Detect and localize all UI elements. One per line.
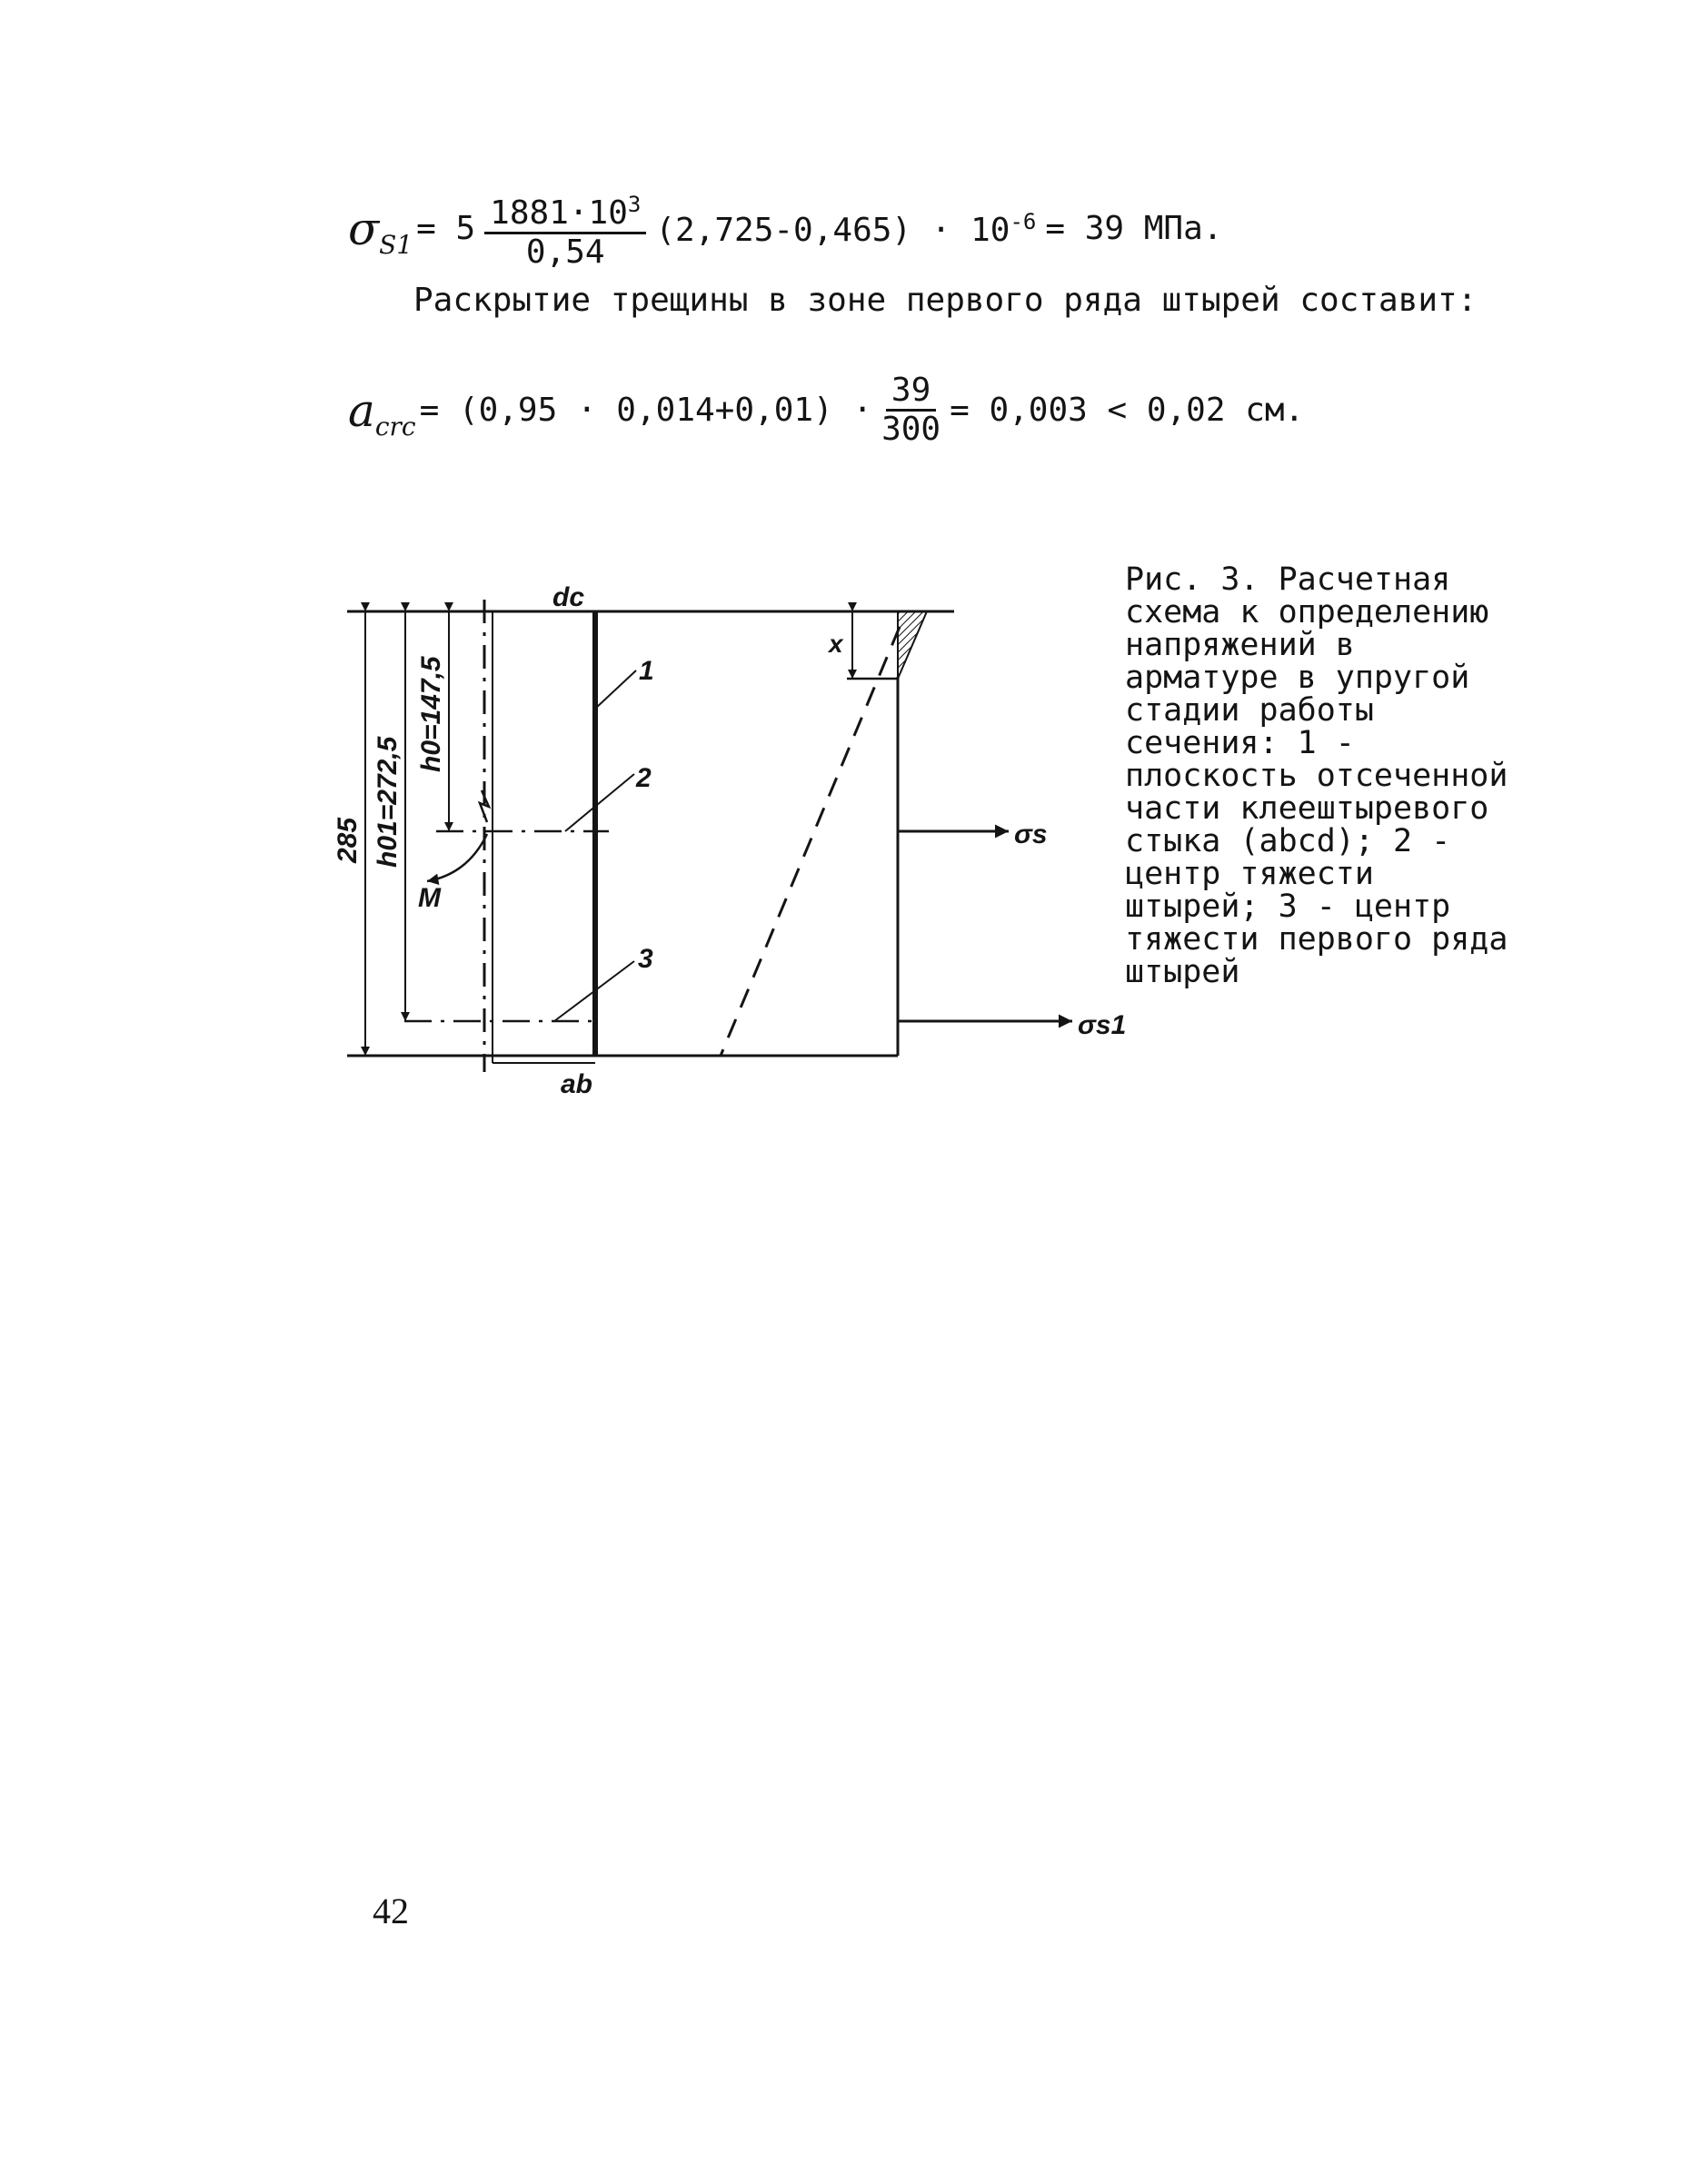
label-sigma-s1: σs1 <box>1078 1010 1127 1040</box>
compression-hatch <box>898 611 927 679</box>
page-number: 42 <box>373 1891 409 1931</box>
a-symbol: a <box>348 383 375 437</box>
label-dim-285: 285 <box>333 817 363 863</box>
callout-1: 1 <box>639 656 654 686</box>
a-subscript: crc <box>374 412 416 442</box>
label-dc: dc <box>552 582 585 612</box>
stress-diagram-line <box>721 627 900 1056</box>
fraction-denominator: 300 <box>881 411 941 448</box>
label-dim-h0: h0=147,5 <box>416 656 446 772</box>
label-x: x <box>829 630 843 658</box>
fraction-numerator: $1881\cdot 10^3$ <box>484 186 646 234</box>
formula-result: = 39 МПа. <box>1045 210 1223 247</box>
callout-1-leader <box>595 670 636 709</box>
callout-3: 3 <box>638 944 653 974</box>
formula-prefix: = (0,95 · 0,014+0,01) · <box>419 392 873 429</box>
crack-mark <box>480 790 489 822</box>
callout-2-leader <box>565 774 634 831</box>
label-ab: ab <box>561 1069 593 1099</box>
callout-2: 2 <box>636 763 652 793</box>
formula-prefix: = 5 <box>416 210 476 247</box>
formula-result: = 0,003 < 0,02 см. <box>950 392 1305 429</box>
label-dim-h01: h01=272,5 <box>373 736 403 868</box>
label-sigma-s: σs <box>1014 819 1048 849</box>
body-paragraph: Раскрытие трещины в зоне первого ряда штырей составит: <box>413 282 1478 319</box>
moment-arrow <box>427 834 487 881</box>
formula-middle: $(2,725-0,465) \cdot 10^{-6}$ <box>655 208 1037 249</box>
figure-caption: Рис. 3. Расчетная схема к определению напряжений в арматуре в упругой стадии работы сечения: 1 - плоскость отсеченной части клеештыревого стыка (abcd); 2 - центр тяжести штырей; 3 - центр тяжести первого ряда штырей <box>1125 561 1508 990</box>
fraction-denominator: 0,54 <box>525 233 605 271</box>
sigma-symbol: σ <box>348 202 380 255</box>
label-moment: M <box>418 883 441 913</box>
sigma-subscript: S1 <box>379 230 413 260</box>
fraction-numerator: 39 <box>886 372 936 412</box>
